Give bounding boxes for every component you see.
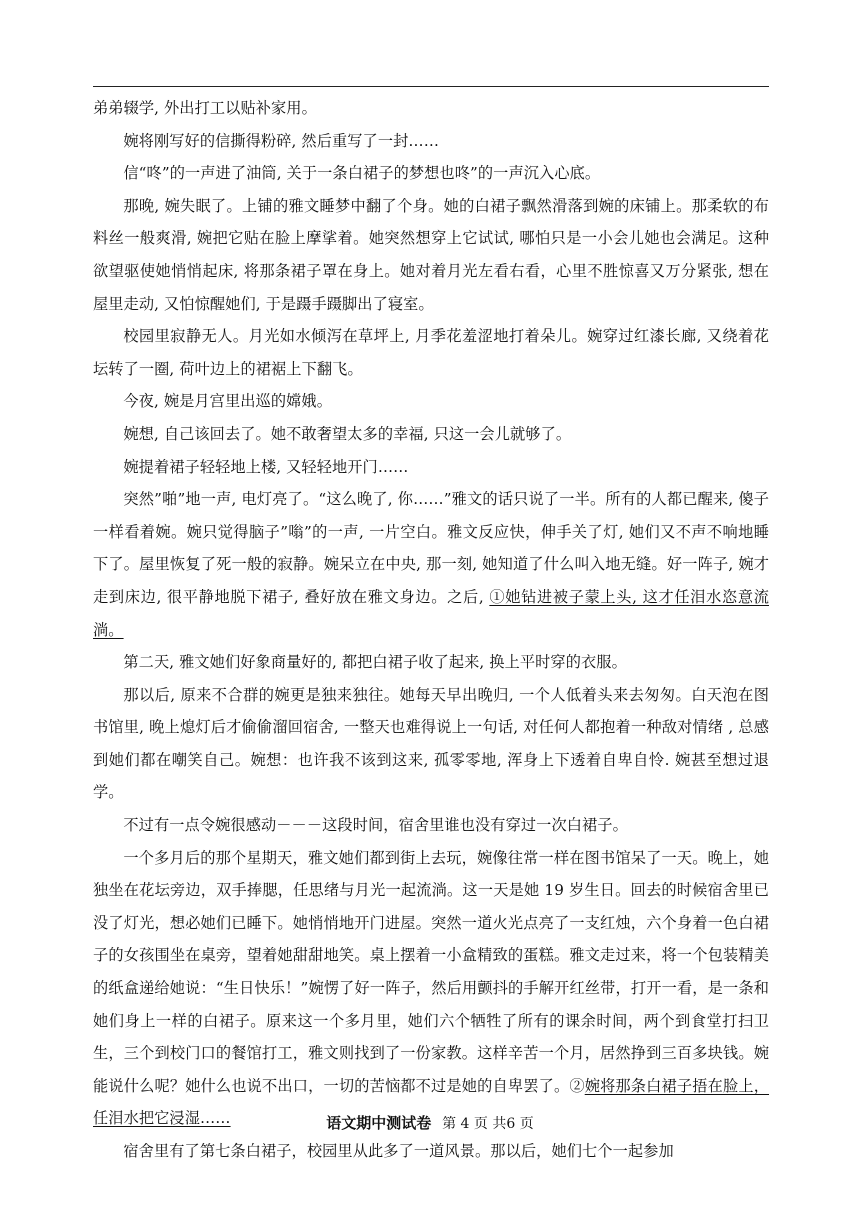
- header-rule: [93, 86, 769, 87]
- paragraph-text: 第二天, 雅文她们好象商量好的, 都把白裙子收了起来, 换上平时穿的衣服。: [123, 653, 627, 672]
- paragraph-text: 婉提着裙子轻轻地上楼, 又轻轻地开门……: [123, 457, 409, 476]
- paragraph: [93, 646, 769, 679]
- paragraph: [93, 451, 769, 484]
- paragraph: [93, 418, 769, 451]
- paragraph-text: 那以后, 原来不合群的婉更是独来独往。她每天早出晚归, 一个人低着头来去匆匆。白天泡在图书馆里, 晚上熄灯后才偷偷溜回宿舍, 一整天也难得说上一句话, 对任何人都抱着一种敌对情绪 , 总感到她们都在嘲笑自己。婉想：也许我不该到这来, 孤零零地, 浑身上下透着自卑自怜. 婉甚至想过退学。: [93, 685, 769, 802]
- paragraph-text: 那晚, 婉失眠了。上铺的雅文睡梦中翻了个身。她的白裙子飘然滑落到婉的床铺上。那柔软的布料丝一般爽滑, 婉把它贴在脸上摩挲着。她突然想穿上它试试, 哪怕只是一小会儿她也会满足。这种欲望驱使她悄悄起床, 将那条裙子罩在身上。她对着月光左看右看，心里不胜惊喜又万分紧张, 想在屋里走动, 又怕惊醒她们, 于是蹑手蹑脚出了寝室。: [93, 196, 769, 313]
- paragraph: [93, 190, 769, 320]
- paragraph-text: 校园里寂静无人。月光如水倾泻在草坪上, 月季花羞涩地打着朵儿。婉穿过红漆长廊, 又绕着花坛转了一圈, 荷叶边上的裙裾上下翻飞。: [93, 327, 769, 378]
- paragraph-text: 今夜, 婉是月宫里出巡的嫦娥。: [123, 392, 332, 411]
- page-number: 第 4 页 共6 页: [442, 1116, 534, 1132]
- exam-title: 语文期中测试卷: [326, 1114, 432, 1132]
- underlined-sentence-2: 婉将那条白裙子捂在脸上，任泪水把它浸湿……: [93, 1076, 770, 1128]
- paragraph: [93, 385, 769, 418]
- paragraph: [93, 679, 769, 809]
- paragraph-text: 弟弟辍学, 外出打工以贴补家用。: [93, 99, 317, 117]
- paragraph-text: 信“咚”的一声进了油筒, 关于一条白裙子的梦想也咚”的一声沉入心底。: [123, 164, 601, 183]
- page-footer: [0, 1112, 860, 1133]
- paragraph-text: 婉将刚写好的信撕得粉碎, 然后重写了一封……: [123, 131, 439, 150]
- passage-text: [93, 92, 769, 1168]
- paragraph-text: 一个多月后的那个星期天，雅文她们都到街上去玩，婉像往常一样在图书馆呆了一天。晚上，她独坐在花坛旁边，双手捧腮，任思绪与月光一起流淌。这一天是她 19 岁生日。回去的时候宿舍里已没了灯光，想必她们已睡下。她悄悄地开门进屋。突然一道火光点亮了一支红烛，六个身着一色白裙子的女孩围坐在桌旁，望着她甜甜地笑。桌上摆着一小盒精致的蛋糕。雅文走过来，将一个包装精美的纸盒递给她说：“生日快乐！”婉愣了好一阵子，然后用颤抖的手解开红丝带，打开一看，是一条和她们身上一样的白裙子。原来这一个多月里，她们六个牺牲了所有的课余时间，两个到食堂打扫卫生，三个到校门口的餐馆打工，雅文则找到了一份家教。这样辛苦一个月，居然挣到三百多块钱。婉能说什么呢？她什么也说不出口，一切的苦恼都不过是她的自卑罢了。②: [93, 848, 769, 1095]
- underlined-sentence-1: ①她钻进被子蒙上头, 这才任泪水恣意流淌。: [93, 587, 769, 639]
- paragraph-text: 婉想, 自己该回去了。她不敢奢望太多的幸福, 只这一会儿就够了。: [123, 424, 572, 443]
- paragraph: [93, 320, 769, 385]
- paragraph-text: 突然”啪”地一声, 电灯亮了。“这么晚了, 你……”雅文的话只说了一半。所有的人都已醒来, 傻子一样看着婉。婉只觉得脑子”嗡”的一声, 一片空白。雅文反应快，伸手关了灯, 她们又不声不响地睡下了。屋里恢复了死一般的寂静。婉呆立在中央, 那一刻, 她知道了什么叫入地无缝。好一阵子, 婉才走到床边, 很平静地脱下裙子, 叠好放在雅文身边。之后,: [93, 490, 769, 606]
- paragraph: [93, 1135, 769, 1168]
- paragraph-text: 不过有一点令婉很感动－－－这段时间，宿舍里谁也没有穿过一次白裙子。: [123, 816, 628, 835]
- paragraph: [93, 483, 769, 646]
- paragraph-text: 宿舍里有了第七条白裙子，校园里从此多了一道风景。那以后，她们七个一起参加: [123, 1142, 674, 1160]
- paragraph: [93, 125, 769, 158]
- paragraph: [93, 157, 769, 190]
- paragraph: [93, 809, 769, 842]
- paragraph: [93, 92, 769, 125]
- paragraph: [93, 842, 769, 1135]
